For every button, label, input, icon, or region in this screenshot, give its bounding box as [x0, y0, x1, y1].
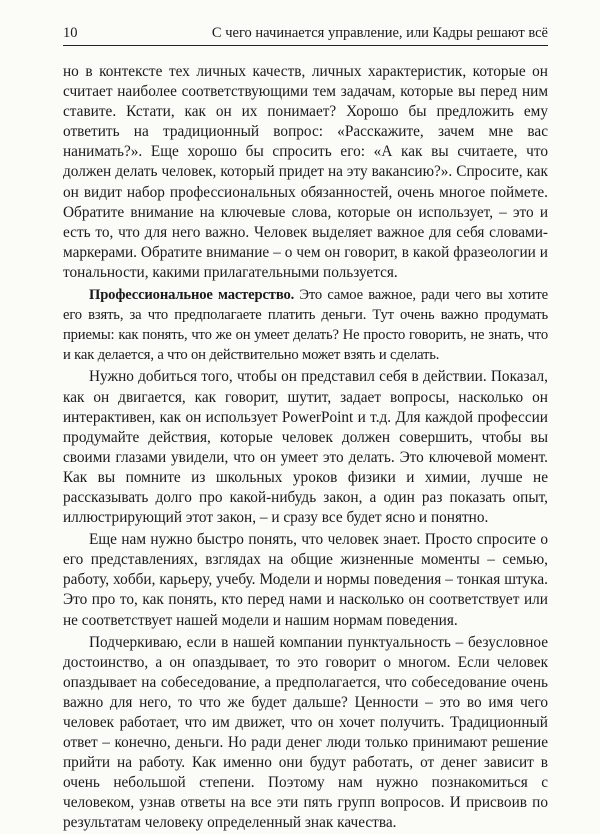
page-header [63, 20, 548, 46]
running-title: С чего начинается управление, или Кадры решают всё [211, 25, 548, 41]
term-professional-mastery: Профессиональное мастерство. [89, 287, 295, 304]
page-number: 10 [63, 25, 78, 41]
paragraph-5: Подчеркиваю, если в нашей компании пунктуальность – безусловное достоинство, а он опаздывает, то это говорит о многом. Если человек опаздывает на собеседование, а предполагается, что собеседование очень важно для него, то что же будет дальше? Ценности – это во имя чего человек работает, что им движет, что он хочет получить. Традиционный ответ – конечно, деньги. Но ради денег люди только принимают решение прийти на работу. Как именно они будут работать, от денег зависит в очень небольшой степени. Поэтому нам нужно познакомиться с человеком, узнав ответы на все эти пять групп вопросов. И присвоив по результатам человеку определенный знак качества. [63, 633, 548, 832]
paragraph-2 [63, 285, 548, 365]
paragraph-4: Еще нам нужно быстро понять, что человек знает. Просто спросите о его представлениях, взглядах на общие жизненные моменты – семью, работу, хобби, карьеру, учебу. Модели и нормы поведения – тонкая штука. Это про то, как понять, кто перед нами и насколько он соответствует или не соответствует нашей модели и нашим нормам поведения. [63, 531, 548, 629]
paragraph-3: Нужно добиться того, чтобы он представил себя в действии. Показал, как он двигается, как говорит, шутит, задает вопросы, насколько он интерактивен, как он использует PowerPoint и т.д. Для каждой профессии продумайте действия, которые человек должен совершить, чтобы вы своими глазами увидели, что он умеет это делать. Это ключевой момент. Как вы помните из школьных уроков физики и химии, лучше не рассказывать долго про какой-нибудь закон, а один раз показать опыт, иллюстрирующий этот закон, – и сразу все будет ясно и понятно. [63, 368, 548, 527]
paragraph-2-text: Это самое важное, ради чего вы хотите его взять, за что предполагаете платить деньги. Тут очень важно продумать приемы: как понять, что же он умеет делать? Не просто говорить, не знать, что и как делается, а что он действительно может взять и сделать. [63, 287, 548, 364]
body-text [63, 62, 548, 834]
paragraph-1: но в контексте тех личных качеств, личных характеристик, которые он считает наиболее соответствующими тем задачам, которые вы перед ним ставите. Кстати, как он их понимает? Хорошо бы предложить ему ответить на традиционный вопрос: «Расскажите, зачем мне вас нанимать?». Еще хорошо бы спросить его: «А как вы считаете, что должен делать человек, который придет на эту вакансию?». Спросите, как он видит набор профессиональных обязанностей, очень многое поймете. Обратите внимание на ключевые слова, которые он использует, – это и есть то, что для него важно. Человек выделяет важное для себя словами-маркерами. Обратите внимание – о чем он говорит, в какой фразеологии и тональности, какими прилагательными пользуется. [63, 63, 548, 281]
